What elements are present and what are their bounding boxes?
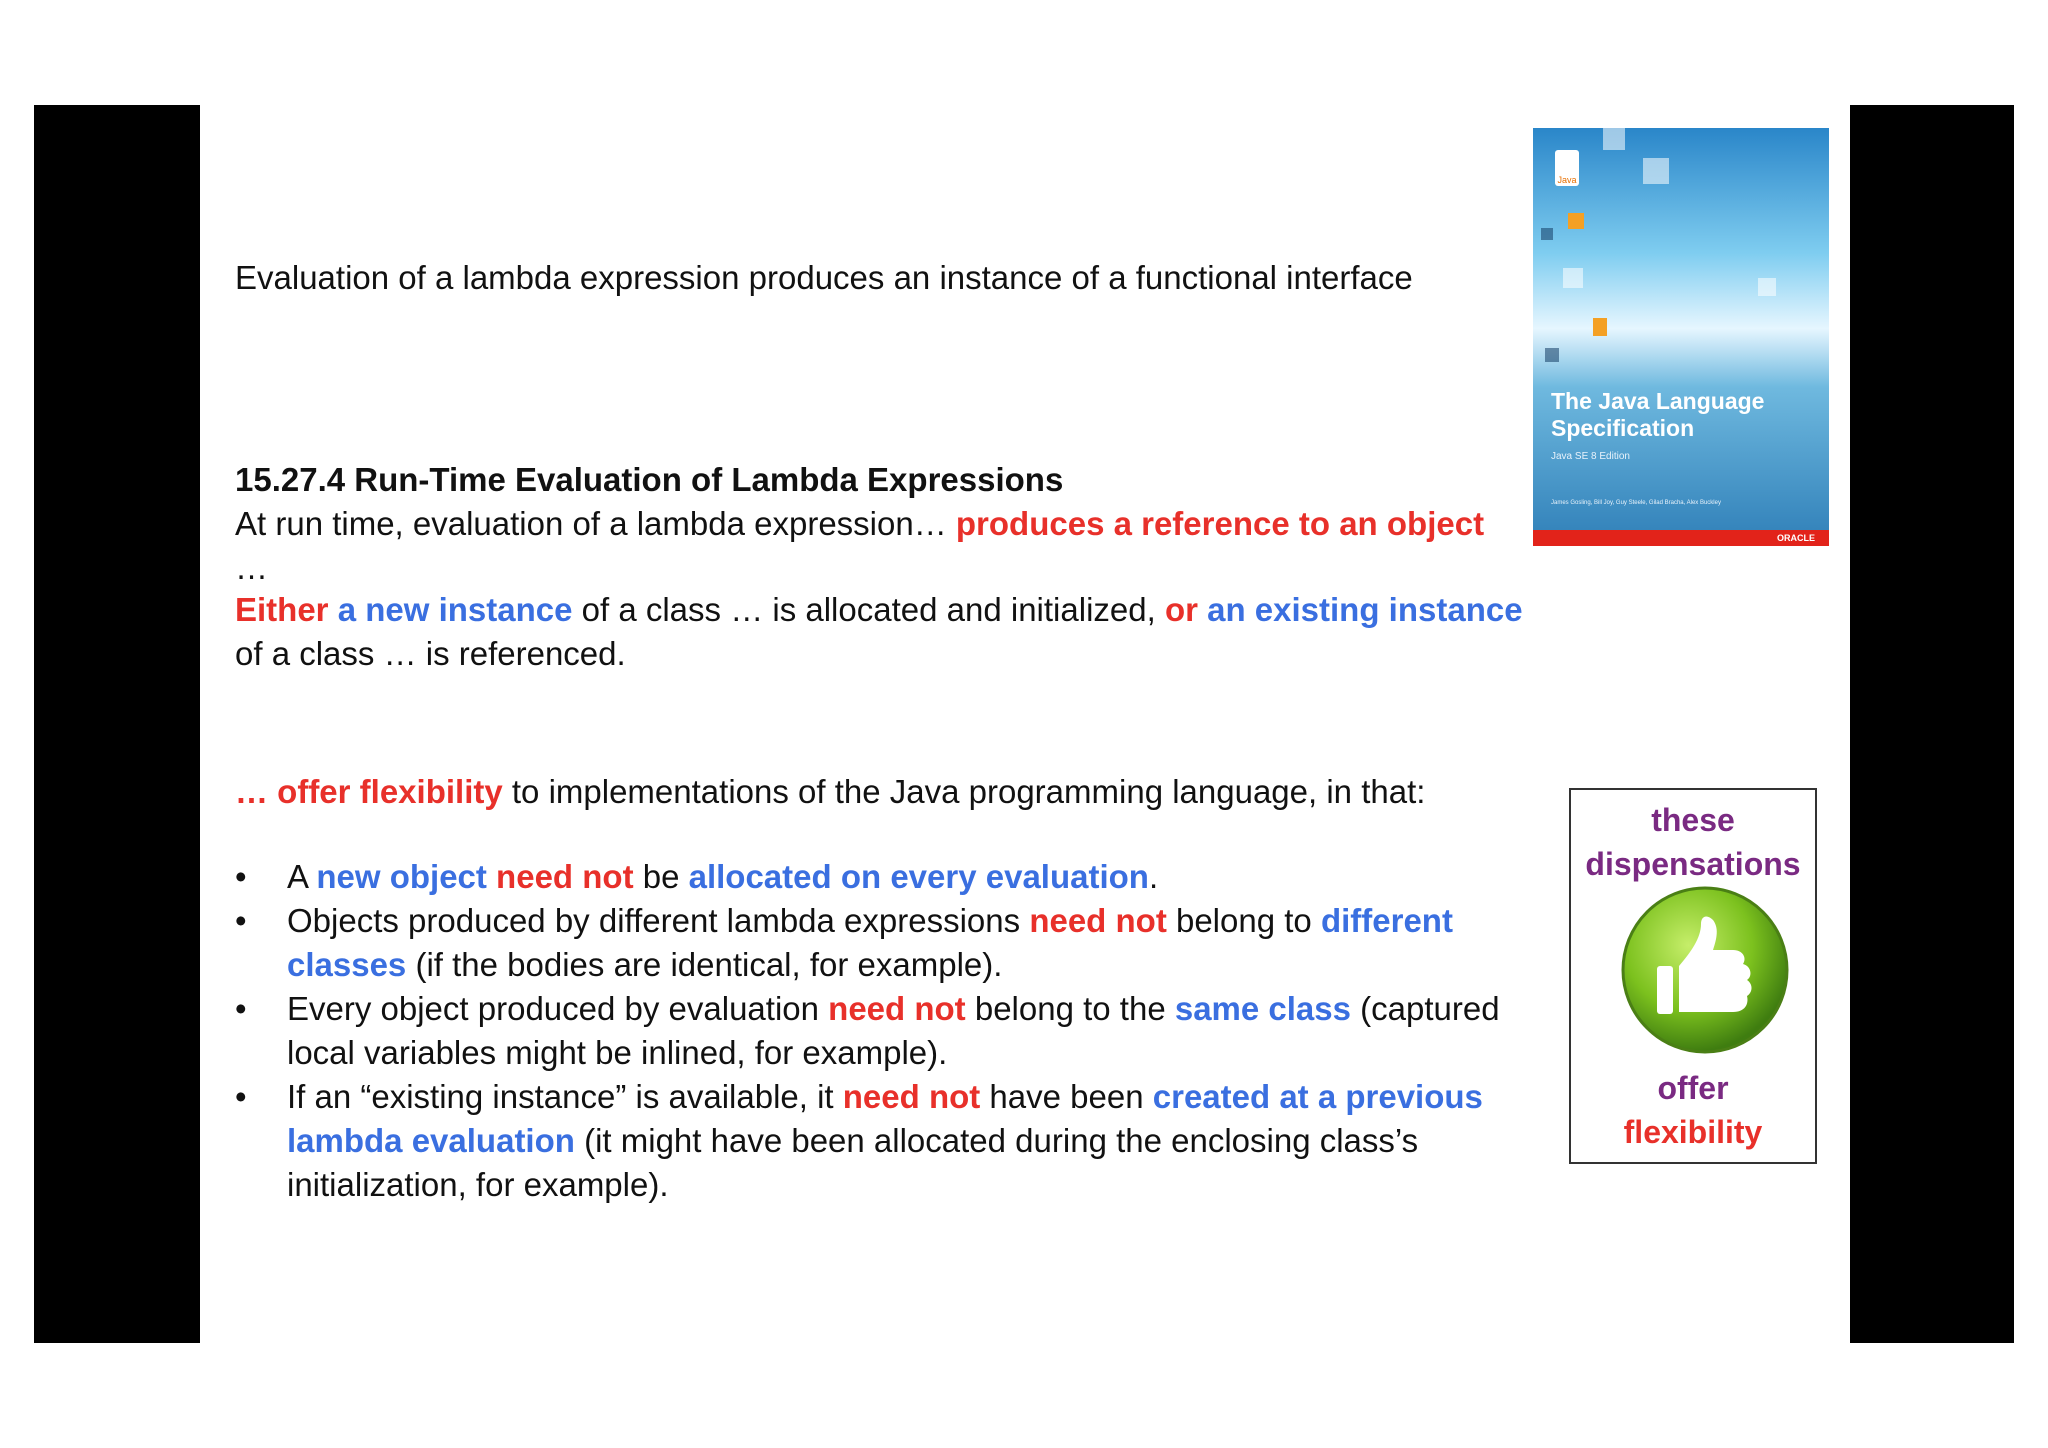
cover-tile [1758,278,1776,296]
ellipsis: … [235,549,268,586]
either-blue: a new instance [328,591,573,628]
either-plain-2: of a class … is referenced. [235,635,626,672]
offer-red: … offer flexibility [235,773,503,810]
java-logo-icon: Java [1555,150,1579,186]
or-red: or [1164,591,1198,628]
callout-dispensations: dispensations [1585,846,1801,882]
b3-text: Every object produced by evaluation [287,990,829,1027]
oracle-logo: ORACLE [1777,533,1815,543]
cover-tile [1593,318,1607,336]
bullet-list [235,855,1535,1207]
bullet-icon: • [235,990,247,1027]
either-red: Either [235,591,329,628]
b1-text-2: be [633,858,689,895]
b3-text-3: (captured local variables might be inlined, for example). [287,990,1500,1071]
list-item [235,855,1535,899]
book-edition: Java SE 8 Edition [1551,451,1630,462]
b3-red: need not [828,990,966,1027]
b3-text-2: belong to the [965,990,1175,1027]
b1-text: A [287,858,317,895]
b4-text-3: (it might have been allocated during the enclosing class’s initialization, for example). [287,1122,1419,1203]
cover-tile [1563,268,1583,288]
left-black-bar [34,105,200,1343]
b2-red: need not [1029,902,1167,939]
b1-blue-2: allocated on every evaluation [688,858,1149,895]
bullet-icon: • [235,858,247,895]
existing-instance-blue: an existing instance [1197,591,1523,628]
cover-tile [1545,348,1559,362]
book-title [1551,388,1764,442]
b3-blue: same class [1174,990,1351,1027]
b2-text-2: belong to [1166,902,1321,939]
intro-text: Evaluation of a lambda expression produces an instance of a functional interface [235,259,1413,296]
either-paragraph [235,588,1535,676]
list-item [235,987,1535,1075]
either-plain: of a class … is allocated and initialized, [572,591,1165,628]
cover-tile [1568,213,1584,229]
section-title: 15.27.4 Run-Time Evaluation of Lambda Expressions [235,461,1064,498]
cover-tile [1643,158,1669,184]
list-item [235,1075,1535,1207]
callout-box [1569,788,1817,1164]
b2-text: Objects produced by different lambda expressions [287,902,1030,939]
offer-plain: to implementations of the Java programming language, in that: [502,773,1426,810]
book-title-line-2: Specification [1551,415,1695,441]
list-item [235,899,1535,987]
b4-blue: created at a previous lambda evaluation [287,1078,1483,1159]
bullet-icon: • [235,1078,247,1115]
b1-red: need not [486,858,634,895]
b4-text-2: have been [980,1078,1153,1115]
runtime-emphasis: produces a reference to an object [955,505,1485,542]
offer-line [235,770,1425,814]
runtime-line [235,502,1484,546]
jls-book-cover [1533,128,1829,546]
b2-text-3: (if the bodies are identical, for example). [406,946,1003,983]
callout-these: these [1651,802,1735,838]
runtime-plain: At run time, evaluation of a lambda expression… [235,505,956,542]
thumbs-up-icon [1621,886,1789,1054]
b2-blue: different classes [287,902,1453,983]
b1-text-3: . [1148,858,1159,895]
cover-tile [1603,128,1625,150]
callout-flexibility: flexibility [1623,1114,1763,1150]
b1-blue: new object [316,858,487,895]
bullet-icon: • [235,902,247,939]
book-title-line-1: The Java Language [1551,388,1765,414]
b4-text: If an “existing instance” is available, it [287,1078,843,1115]
book-authors: James Gosling, Bill Joy, Guy Steele, Gilad Bracha, Alex Buckley [1551,500,1721,506]
b4-red: need not [842,1078,981,1115]
right-black-bar [1850,105,2014,1343]
cover-tile [1541,228,1553,240]
callout-offer: offer [1657,1070,1729,1106]
